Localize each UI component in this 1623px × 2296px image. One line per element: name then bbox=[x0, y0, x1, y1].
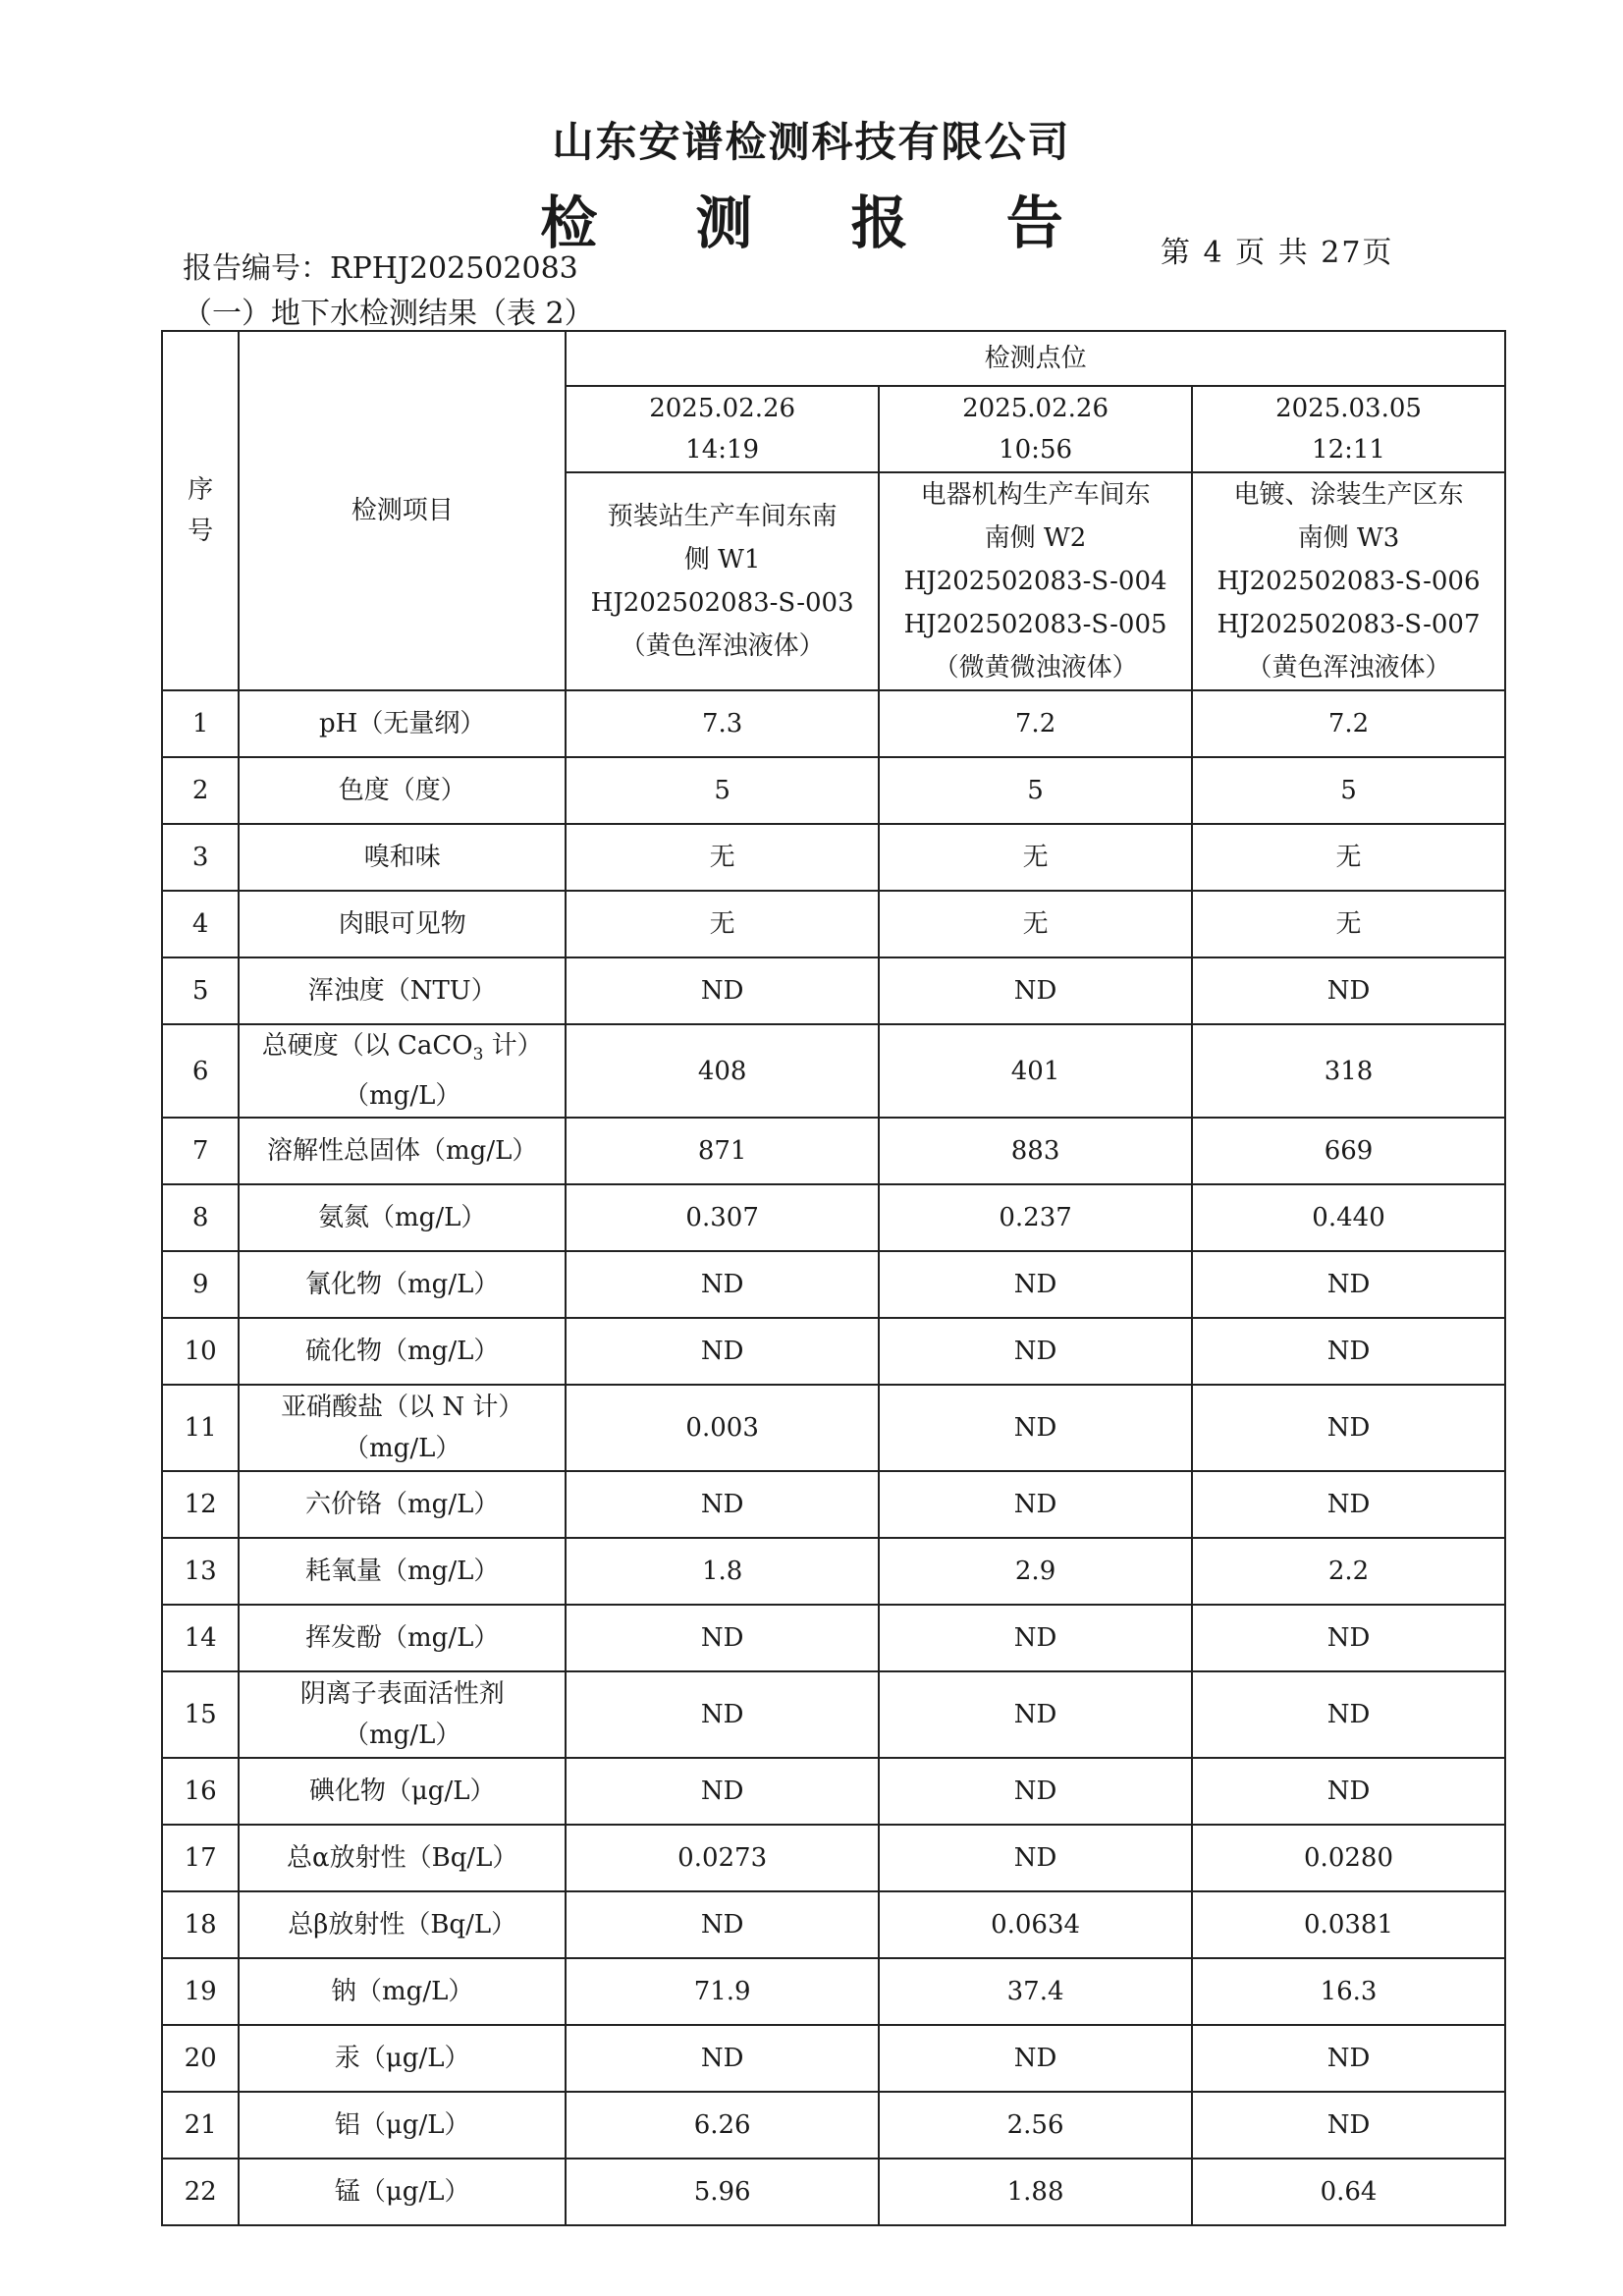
value-point-3: 5 bbox=[1192, 757, 1505, 824]
point-1-datetime bbox=[566, 386, 879, 472]
table-row bbox=[162, 1385, 1505, 1471]
value-point-1: 无 bbox=[566, 824, 879, 891]
row-item: 锰（μg/L） bbox=[239, 2159, 566, 2225]
row-item-line1-text: 总硬度（以 CaCO bbox=[261, 1031, 473, 1061]
value-point-3: ND bbox=[1192, 1471, 1505, 1538]
row-item: 汞（μg/L） bbox=[239, 2025, 566, 2092]
value-point-1: 6.26 bbox=[566, 2092, 879, 2159]
row-item-line1-text: 阴离子表面活性剂 bbox=[299, 1679, 505, 1710]
value-point-2: ND bbox=[879, 1471, 1192, 1538]
value-point-1: ND bbox=[566, 957, 879, 1024]
value-point-3: 无 bbox=[1192, 891, 1505, 957]
point-1-location-line2: 侧 W1 bbox=[683, 545, 761, 574]
point-3-location-line2: 南侧 W3 bbox=[1297, 523, 1400, 553]
value-point-2: ND bbox=[879, 1251, 1192, 1318]
value-point-2: 0.237 bbox=[879, 1184, 1192, 1251]
row-item: pH（无量纲） bbox=[239, 690, 566, 757]
value-point-2: ND bbox=[879, 957, 1192, 1024]
value-point-2: 37.4 bbox=[879, 1958, 1192, 2025]
row-item-line2: （mg/L） bbox=[344, 1721, 461, 1751]
header-points: 检测点位 bbox=[566, 331, 1505, 386]
point-3-date: 2025.03.05 bbox=[1275, 394, 1422, 423]
point-2-appearance: （微黄微浊液体） bbox=[933, 653, 1138, 683]
value-point-1: ND bbox=[566, 1471, 879, 1538]
row-number: 15 bbox=[162, 1671, 239, 1758]
value-point-3: ND bbox=[1192, 1385, 1505, 1471]
value-point-3: ND bbox=[1192, 1251, 1505, 1318]
value-point-3: 669 bbox=[1192, 1118, 1505, 1184]
row-item-line1-text: 亚硝酸盐（以 N 计） bbox=[281, 1393, 524, 1423]
point-3-sample-id-2: HJ202502083-S-007 bbox=[1217, 610, 1481, 639]
row-number: 22 bbox=[162, 2159, 239, 2225]
table-row bbox=[162, 1538, 1505, 1605]
row-number: 4 bbox=[162, 891, 239, 957]
row-item bbox=[239, 1671, 566, 1758]
row-number: 8 bbox=[162, 1184, 239, 1251]
value-point-1: 5 bbox=[566, 757, 879, 824]
table-row bbox=[162, 757, 1505, 824]
row-number: 19 bbox=[162, 1958, 239, 2025]
row-item: 碘化物（μg/L） bbox=[239, 1758, 566, 1825]
row-number: 18 bbox=[162, 1891, 239, 1958]
row-number: 10 bbox=[162, 1318, 239, 1385]
row-number: 6 bbox=[162, 1024, 239, 1118]
value-point-2: ND bbox=[879, 1605, 1192, 1671]
point-1-location-line1: 预装站生产车间东南 bbox=[607, 502, 838, 531]
value-point-2: ND bbox=[879, 1318, 1192, 1385]
table-row bbox=[162, 2159, 1505, 2225]
value-point-3: 16.3 bbox=[1192, 1958, 1505, 2025]
value-point-3: 0.440 bbox=[1192, 1184, 1505, 1251]
point-1-time: 14:19 bbox=[685, 435, 760, 465]
row-number: 9 bbox=[162, 1251, 239, 1318]
row-item: 浑浊度（NTU） bbox=[239, 957, 566, 1024]
row-number: 20 bbox=[162, 2025, 239, 2092]
table-row bbox=[162, 1251, 1505, 1318]
value-point-3: 0.0280 bbox=[1192, 1825, 1505, 1891]
row-item: 肉眼可见物 bbox=[239, 891, 566, 957]
table-row bbox=[162, 1825, 1505, 1891]
point-1-appearance: （黄色浑浊液体） bbox=[620, 631, 825, 661]
point-3-sample-id-1: HJ202502083-S-006 bbox=[1217, 567, 1481, 596]
value-point-3: 0.0381 bbox=[1192, 1891, 1505, 1958]
row-number: 3 bbox=[162, 824, 239, 891]
point-2-date: 2025.02.26 bbox=[962, 394, 1109, 423]
value-point-3: ND bbox=[1192, 957, 1505, 1024]
table-row bbox=[162, 1184, 1505, 1251]
table-row bbox=[162, 1118, 1505, 1184]
value-point-2: ND bbox=[879, 1758, 1192, 1825]
table-row bbox=[162, 1471, 1505, 1538]
value-point-2: 883 bbox=[879, 1118, 1192, 1184]
value-point-2: 401 bbox=[879, 1024, 1192, 1118]
row-item: 总β放射性（Bq/L） bbox=[239, 1891, 566, 1958]
header-seq bbox=[162, 331, 239, 690]
value-point-1: 无 bbox=[566, 891, 879, 957]
value-point-3: ND bbox=[1192, 1671, 1505, 1758]
value-point-1: 1.8 bbox=[566, 1538, 879, 1605]
value-point-1: 0.003 bbox=[566, 1385, 879, 1471]
table-row bbox=[162, 1605, 1505, 1671]
row-item: 溶解性总固体（mg/L） bbox=[239, 1118, 566, 1184]
row-number: 7 bbox=[162, 1118, 239, 1184]
row-item: 耗氧量（mg/L） bbox=[239, 1538, 566, 1605]
table-row bbox=[162, 1024, 1505, 1118]
row-item: 硫化物（mg/L） bbox=[239, 1318, 566, 1385]
value-point-1: 0.307 bbox=[566, 1184, 879, 1251]
value-point-3: ND bbox=[1192, 2025, 1505, 2092]
row-item: 氰化物（mg/L） bbox=[239, 1251, 566, 1318]
value-point-3: ND bbox=[1192, 1318, 1505, 1385]
value-point-2: ND bbox=[879, 1385, 1192, 1471]
value-point-2: ND bbox=[879, 1825, 1192, 1891]
value-point-3: ND bbox=[1192, 1758, 1505, 1825]
point-3-appearance: （黄色浑浊液体） bbox=[1246, 653, 1451, 683]
table-row bbox=[162, 1958, 1505, 2025]
value-point-2: 2.56 bbox=[879, 2092, 1192, 2159]
row-number: 14 bbox=[162, 1605, 239, 1671]
row-number: 1 bbox=[162, 690, 239, 757]
value-point-3: 318 bbox=[1192, 1024, 1505, 1118]
row-number: 11 bbox=[162, 1385, 239, 1471]
row-item-subscript: 3 bbox=[472, 1045, 484, 1066]
value-point-1: 871 bbox=[566, 1118, 879, 1184]
table-row bbox=[162, 690, 1505, 757]
point-3-datetime bbox=[1192, 386, 1505, 472]
table-row bbox=[162, 2092, 1505, 2159]
table-row bbox=[162, 1318, 1505, 1385]
point-2-sample-id-1: HJ202502083-S-004 bbox=[903, 567, 1167, 596]
value-point-2: ND bbox=[879, 1671, 1192, 1758]
value-point-1: ND bbox=[566, 1891, 879, 1958]
row-item: 铝（μg/L） bbox=[239, 2092, 566, 2159]
value-point-3: 无 bbox=[1192, 824, 1505, 891]
value-point-1: 408 bbox=[566, 1024, 879, 1118]
point-2-location-line2: 南侧 W2 bbox=[984, 523, 1087, 553]
row-item-line1 bbox=[243, 1025, 561, 1075]
table-row bbox=[162, 1758, 1505, 1825]
row-item: 钠（mg/L） bbox=[239, 1958, 566, 2025]
row-item: 嗅和味 bbox=[239, 824, 566, 891]
value-point-2: 1.88 bbox=[879, 2159, 1192, 2225]
value-point-2: 5 bbox=[879, 757, 1192, 824]
value-point-3: 0.64 bbox=[1192, 2159, 1505, 2225]
point-2-sample-id-2: HJ202502083-S-005 bbox=[903, 610, 1167, 639]
row-item bbox=[239, 1024, 566, 1118]
company-name: 山东安谱检测科技有限公司 bbox=[552, 118, 1071, 166]
point-3-time: 12:11 bbox=[1312, 435, 1385, 465]
row-item-line2: （mg/L） bbox=[344, 1434, 461, 1464]
point-2-datetime bbox=[879, 386, 1192, 472]
point-2-location bbox=[879, 472, 1192, 690]
table-row bbox=[162, 1891, 1505, 1958]
value-point-3: ND bbox=[1192, 1605, 1505, 1671]
header-item: 检测项目 bbox=[239, 331, 566, 690]
value-point-2: 无 bbox=[879, 824, 1192, 891]
value-point-2: 2.9 bbox=[879, 1538, 1192, 1605]
row-item-line1 bbox=[243, 1673, 561, 1715]
row-item: 六价铬（mg/L） bbox=[239, 1471, 566, 1538]
value-point-1: ND bbox=[566, 1251, 879, 1318]
value-point-1: 0.0273 bbox=[566, 1825, 879, 1891]
value-point-1: ND bbox=[566, 1671, 879, 1758]
row-item: 色度（度） bbox=[239, 757, 566, 824]
point-1-location bbox=[566, 472, 879, 690]
value-point-1: ND bbox=[566, 1758, 879, 1825]
section-title: （一）地下水检测结果（表 2） bbox=[183, 297, 594, 331]
value-point-2: ND bbox=[879, 2025, 1192, 2092]
value-point-3: 2.2 bbox=[1192, 1538, 1505, 1605]
value-point-1: 71.9 bbox=[566, 1958, 879, 2025]
point-1-date: 2025.02.26 bbox=[649, 394, 796, 423]
value-point-1: ND bbox=[566, 1605, 879, 1671]
row-number: 5 bbox=[162, 957, 239, 1024]
row-number: 16 bbox=[162, 1758, 239, 1825]
row-item-line2: （mg/L） bbox=[344, 1081, 461, 1112]
row-item: 挥发酚（mg/L） bbox=[239, 1605, 566, 1671]
point-3-location-line1: 电镀、涂装生产区东 bbox=[1233, 480, 1464, 510]
value-point-1: 7.3 bbox=[566, 690, 879, 757]
value-point-3: ND bbox=[1192, 2092, 1505, 2159]
value-point-2: 0.0634 bbox=[879, 1891, 1192, 1958]
table-row bbox=[162, 957, 1505, 1024]
value-point-3: 7.2 bbox=[1192, 690, 1505, 757]
row-number: 21 bbox=[162, 2092, 239, 2159]
row-item: 氨氮（mg/L） bbox=[239, 1184, 566, 1251]
row-item: 总α放射性（Bq/L） bbox=[239, 1825, 566, 1891]
data-rows bbox=[162, 690, 1505, 2225]
row-item bbox=[239, 1385, 566, 1471]
row-number: 2 bbox=[162, 757, 239, 824]
report-title: 检 测 报 告 bbox=[540, 190, 1103, 256]
row-item-line1 bbox=[243, 1387, 561, 1428]
value-point-1: 5.96 bbox=[566, 2159, 879, 2225]
results-table bbox=[161, 330, 1506, 2226]
row-number: 17 bbox=[162, 1825, 239, 1891]
row-number: 12 bbox=[162, 1471, 239, 1538]
table-row bbox=[162, 1671, 1505, 1758]
table-row bbox=[162, 824, 1505, 891]
table-row bbox=[162, 891, 1505, 957]
page-info: 第 4 页 共 27页 bbox=[1161, 236, 1394, 270]
value-point-1: ND bbox=[566, 1318, 879, 1385]
row-item-line1-suffix: 计） bbox=[483, 1031, 543, 1061]
row-number: 13 bbox=[162, 1538, 239, 1605]
value-point-2: 无 bbox=[879, 891, 1192, 957]
header-seq-label: 序号 bbox=[188, 475, 214, 546]
report-number: 报告编号：RPHJ202502083 bbox=[183, 251, 578, 286]
table-row bbox=[162, 2025, 1505, 2092]
point-2-time: 10:56 bbox=[999, 435, 1073, 465]
value-point-2: 7.2 bbox=[879, 690, 1192, 757]
point-1-sample-id: HJ202502083-S-003 bbox=[590, 588, 854, 618]
point-3-location bbox=[1192, 472, 1505, 690]
point-2-location-line1: 电器机构生产车间东 bbox=[920, 480, 1151, 510]
value-point-1: ND bbox=[566, 2025, 879, 2092]
